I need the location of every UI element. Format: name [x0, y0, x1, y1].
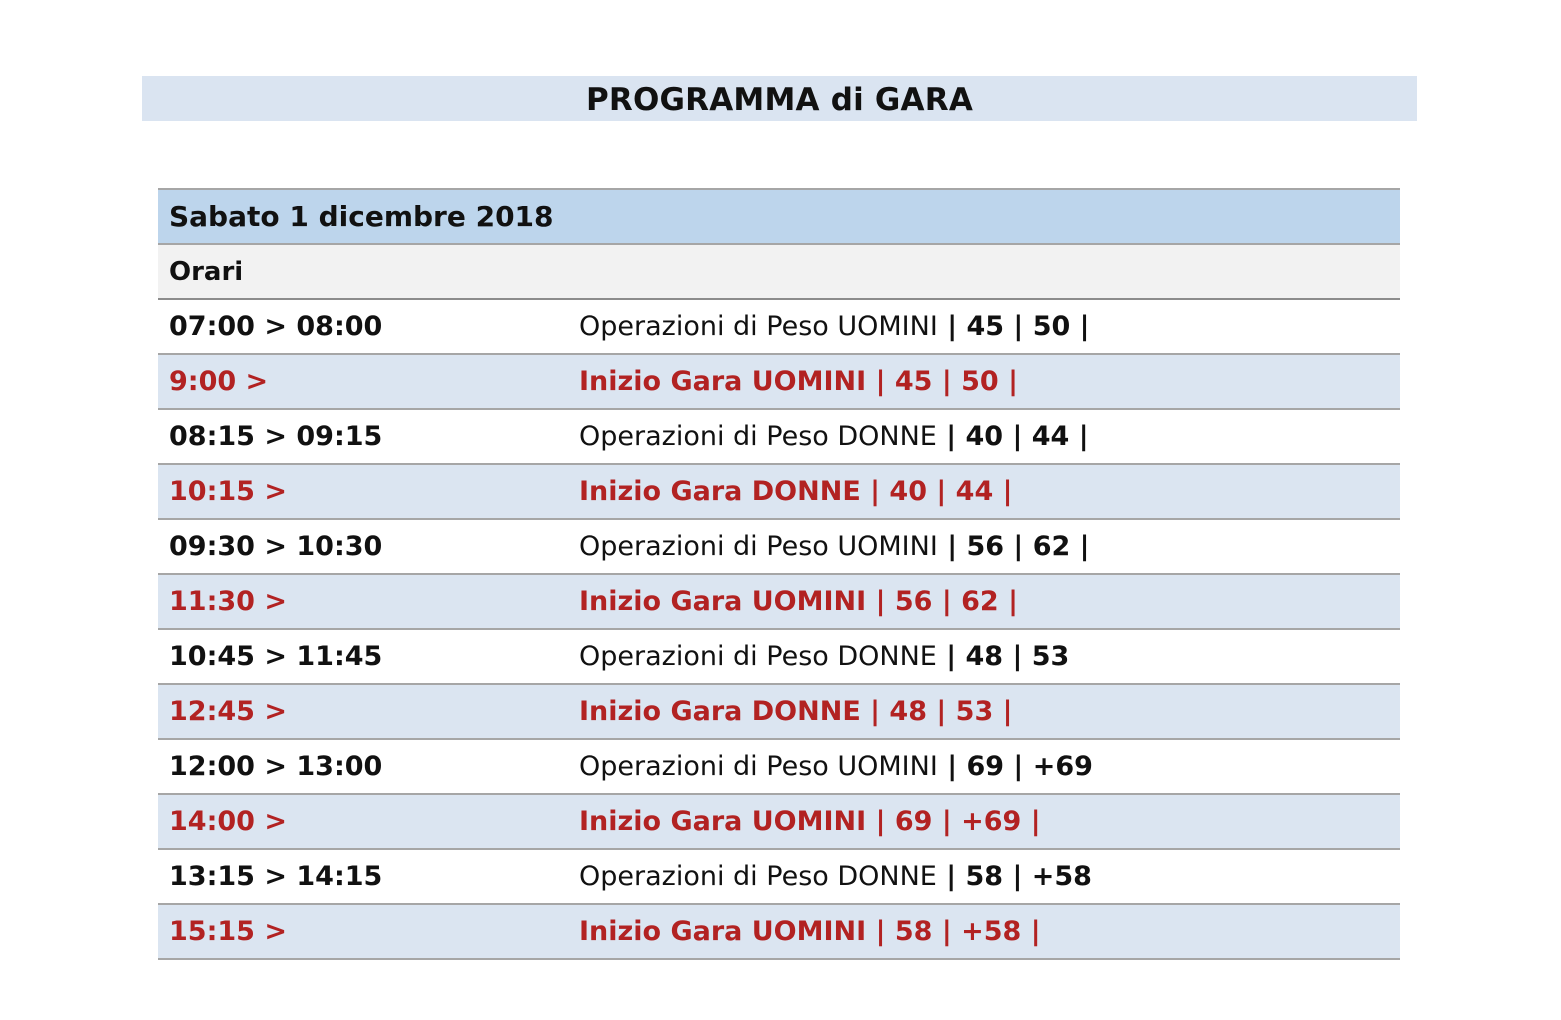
event-cell [579, 806, 1400, 837]
weigh-in-row [158, 850, 1400, 905]
time-cell: 09:30 > 10:30 [169, 531, 383, 562]
title-bar [142, 76, 1417, 121]
day-label: Sabato 1 dicembre 2018 [169, 200, 554, 233]
race-start-row [158, 465, 1400, 520]
weigh-in-row [158, 630, 1400, 685]
event-name: Operazioni di Peso DONNE [579, 641, 937, 672]
weigh-in-row [158, 410, 1400, 465]
weight-categories: | 48 | 53 [936, 641, 1070, 672]
event-name: Inizio Gara UOMINI [579, 806, 867, 837]
event-name: Inizio Gara UOMINI [579, 366, 867, 397]
event-cell [579, 641, 1400, 672]
event-cell [579, 366, 1400, 397]
time-cell: 07:00 > 08:00 [169, 311, 383, 342]
event-name: Inizio Gara UOMINI [579, 586, 867, 617]
event-cell [579, 421, 1400, 452]
weight-categories: | 48 | 53 | [860, 696, 1013, 727]
race-start-row [158, 355, 1400, 410]
weight-categories: | 58 | +58 | [866, 916, 1041, 947]
race-start-row [158, 575, 1400, 630]
event-cell [579, 861, 1400, 892]
event-cell [579, 476, 1400, 507]
time-cell: 15:15 > [169, 916, 287, 947]
weight-categories: | 69 | +69 | [866, 806, 1041, 837]
event-name: Inizio Gara DONNE [579, 696, 861, 727]
event-cell [579, 696, 1400, 727]
weight-categories: | 58 | +58 [936, 861, 1092, 892]
weight-categories: | 40 | 44 | [936, 421, 1089, 452]
weigh-in-row [158, 520, 1400, 575]
time-cell: 12:00 > 13:00 [169, 751, 383, 782]
time-cell: 10:15 > [169, 476, 287, 507]
race-start-row [158, 685, 1400, 740]
time-cell: 11:30 > [169, 586, 287, 617]
weigh-in-row [158, 300, 1400, 355]
event-name: Operazioni di Peso UOMINI [579, 311, 938, 342]
weight-categories: | 69 | +69 [937, 751, 1093, 782]
event-cell [579, 916, 1400, 947]
time-cell: 12:45 > [169, 696, 287, 727]
schedule-rows [158, 300, 1400, 960]
event-name: Operazioni di Peso UOMINI [579, 751, 938, 782]
page-title: PROGRAMMA di GARA [585, 81, 974, 118]
event-cell [579, 586, 1400, 617]
time-cell: 9:00 > [169, 366, 269, 397]
date-row [158, 190, 1400, 245]
time-cell: 13:15 > 14:15 [169, 861, 383, 892]
event-cell [579, 531, 1400, 562]
event-name: Operazioni di Peso UOMINI [579, 531, 938, 562]
schedule-table [158, 188, 1400, 960]
weight-categories: | 56 | 62 | [937, 531, 1090, 562]
weight-categories: | 56 | 62 | [866, 586, 1018, 617]
column-header-row [158, 245, 1400, 300]
time-cell: 08:15 > 09:15 [169, 421, 383, 452]
event-cell [579, 751, 1400, 782]
time-cell: 14:00 > [169, 806, 287, 837]
column-header-orari: Orari [169, 256, 244, 287]
weight-categories: | 45 | 50 | [937, 311, 1090, 342]
event-name: Operazioni di Peso DONNE [579, 421, 937, 452]
event-name: Operazioni di Peso DONNE [579, 861, 937, 892]
weigh-in-row [158, 740, 1400, 795]
weight-categories: | 40 | 44 | [860, 476, 1013, 507]
weight-categories: | 45 | 50 | [866, 366, 1018, 397]
event-name: Inizio Gara DONNE [579, 476, 861, 507]
race-start-row [158, 795, 1400, 850]
event-name: Inizio Gara UOMINI [579, 916, 867, 947]
event-cell [579, 311, 1400, 342]
race-start-row [158, 905, 1400, 960]
time-cell: 10:45 > 11:45 [169, 641, 383, 672]
